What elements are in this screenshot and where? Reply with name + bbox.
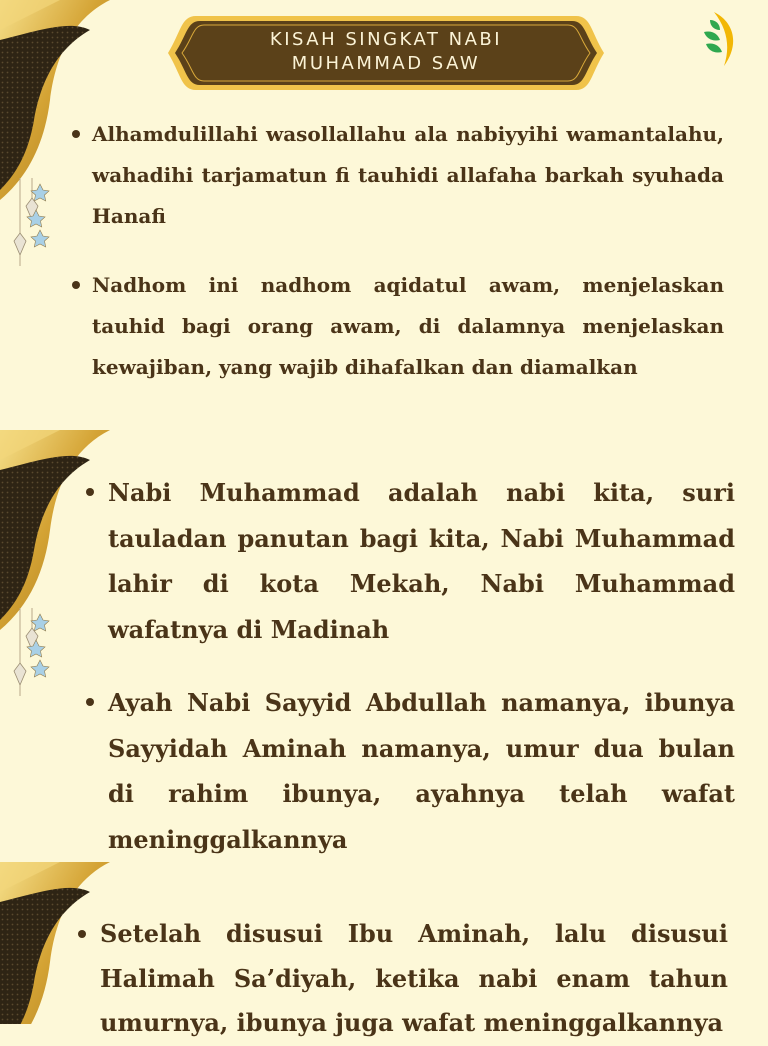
hanging-lantern-icon: [10, 178, 60, 268]
list-item: Setelah disusui Ibu Aminah, lalu disusui Halimah Sa’diyah, ketika nabi enam tahun umurnya, ibunya juga wafat meninggalkannya: [100, 912, 728, 1046]
page-title: [166, 28, 606, 76]
list-item: Ayah Nabi Sayyid Abdullah namanya, ibunya Sayyidah Aminah namanya, umur dua bulan di rahim ibunya, ayahnya telah wafat meninggalkannya: [108, 680, 735, 862]
title-banner: [166, 14, 606, 92]
gold-curtain-ornament-icon: [0, 862, 110, 1024]
list-item: Alhamdulillahi wasollallahu ala nabiyyihi wamantalahu, wahadihi tarjamatun fi tauhidi allafaha barkah syuhada Hanafi: [92, 114, 724, 237]
slide-1: [0, 0, 768, 430]
leaf-logo-icon: [700, 10, 738, 68]
title-line-1: KISAH SINGKAT NABI: [269, 29, 503, 50]
list-item: Nadhom ini nadhom aqidatul awam, menjelaskan tauhid bagi orang awam, di dalamnya menjelaskan kewajiban, yang wajib dihafalkan dan diamalkan: [92, 265, 724, 388]
bullet-list-2: [108, 470, 735, 890]
gold-curtain-ornament-icon: [0, 430, 110, 630]
bullet-list-3: [100, 912, 728, 1046]
bullet-list-1: [92, 114, 724, 416]
list-item: Nabi Muhammad adalah nabi kita, suri tauladan panutan bagi kita, Nabi Muhammad lahir di kota Mekah, Nabi Muhammad wafatnya di Madinah: [108, 470, 735, 652]
title-line-2: MUHAMMAD SAW: [291, 53, 481, 74]
hanging-lantern-icon: [10, 608, 60, 698]
